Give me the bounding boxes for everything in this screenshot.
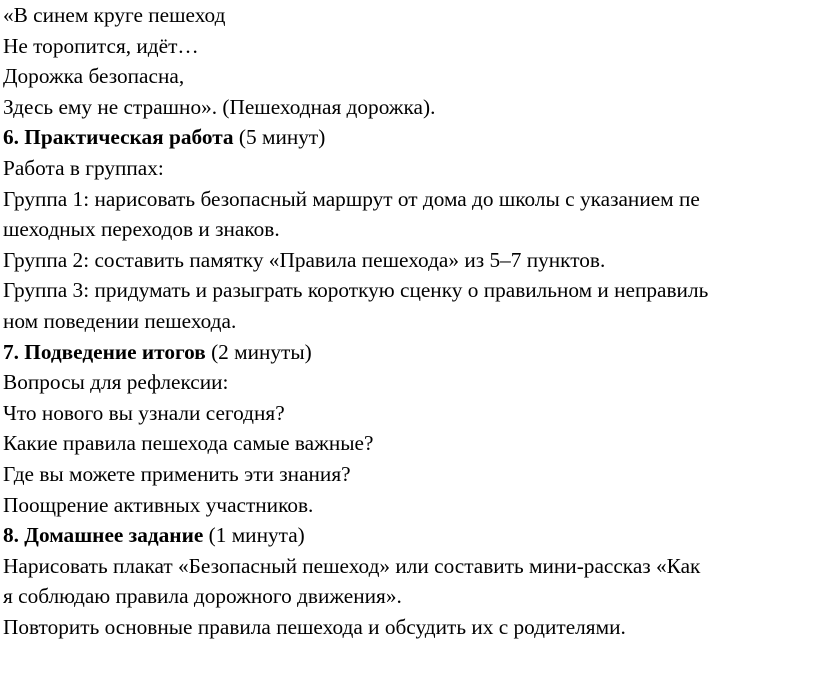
poem-line-3: Дорожка безопасна, [3, 64, 185, 89]
section-7-duration: (2 минуты) [205, 339, 312, 364]
section-6-line-2: Группа 1: нарисовать безопасный маршрут от дома до школы с указанием пе [3, 186, 700, 211]
section-7-line-1: Вопросы для рефлексии: [3, 370, 229, 395]
section-7-heading: 7. Подведение итогов [3, 339, 206, 364]
section-6-line-3: шеходных переходов и знаков. [3, 217, 280, 242]
section-6-heading-line [3, 122, 816, 153]
section-8-heading: 8. Домашнее задание [3, 523, 204, 548]
section-6-line-6: ном поведении пешехода. [3, 308, 237, 333]
section-8-duration: (1 минута) [203, 523, 305, 548]
section-6-line-5: Группа 3: придумать и разыграть короткую сценку о правильном и неправиль [3, 278, 709, 303]
section-7-heading-line [3, 337, 816, 368]
section-7-line-2: Что нового вы узнали сегодня? [3, 400, 285, 425]
section-8-line-3: Повторить основные правила пешехода и обсудить их с родителями. [3, 614, 626, 639]
section-8-heading-line [3, 520, 816, 551]
section-7-line-3: Какие правила пешехода самые важные? [3, 431, 374, 456]
section-8-line-2: я соблюдаю правила дорожного движения». [3, 584, 402, 609]
section-8-line-1: Нарисовать плакат «Безопасный пешеход» или составить мини-рассказ «Как [3, 553, 701, 578]
section-6-duration: (5 минут) [233, 125, 326, 150]
poem-line-1: «В синем круге пешеход [3, 3, 226, 27]
poem-line-2: Не торопится, идёт… [3, 33, 199, 58]
section-6-line-1: Работа в группах: [3, 155, 164, 180]
poem-line-4: Здесь ему не страшно». (Пешеходная дорожка). [3, 94, 436, 119]
section-6-heading: 6. Практическая работа [3, 125, 234, 150]
section-7-line-5: Поощрение активных участников. [3, 492, 314, 517]
section-7-line-4: Где вы можете применить эти знания? [3, 461, 351, 486]
section-6-line-4: Группа 2: составить памятку «Правила пешехода» из 5–7 пунктов. [3, 247, 606, 272]
